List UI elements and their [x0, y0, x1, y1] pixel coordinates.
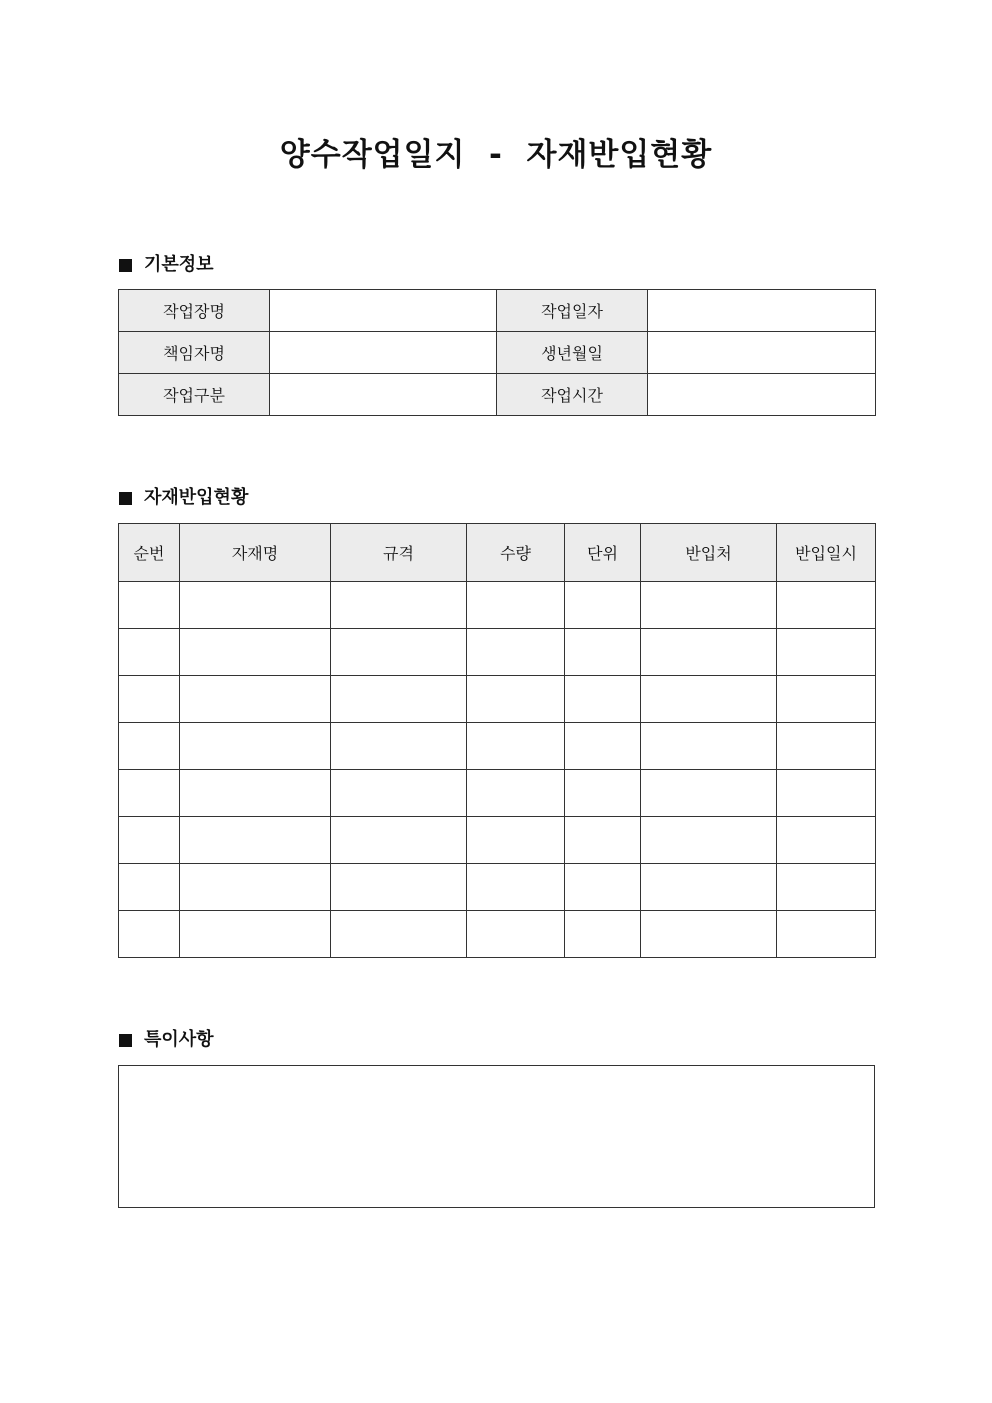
table-cell[interactable]: [467, 582, 565, 629]
basic-info-heading: [119, 253, 214, 277]
table-cell[interactable]: [641, 911, 777, 958]
table-cell[interactable]: [180, 676, 331, 723]
table-row: [119, 676, 876, 723]
table-cell[interactable]: [331, 770, 467, 817]
table-cell[interactable]: [777, 770, 876, 817]
label-work-type: 작업구분: [119, 374, 270, 416]
table-cell[interactable]: [467, 723, 565, 770]
table-cell[interactable]: [331, 629, 467, 676]
table-cell[interactable]: [467, 817, 565, 864]
table-cell[interactable]: [641, 676, 777, 723]
column-header-spec: 규격: [331, 524, 467, 582]
table-cell[interactable]: [467, 911, 565, 958]
column-header-delivery-time: 반입일시: [777, 524, 876, 582]
table-cell[interactable]: [565, 770, 641, 817]
table-row: [119, 817, 876, 864]
table-row: [119, 374, 876, 416]
table-cell[interactable]: [565, 817, 641, 864]
table-cell[interactable]: [641, 723, 777, 770]
table-cell[interactable]: [331, 817, 467, 864]
table-cell[interactable]: [180, 582, 331, 629]
remarks-heading-label: 특이사항: [144, 1029, 214, 1050]
table-cell[interactable]: [119, 723, 180, 770]
column-header-material-name: 자재명: [180, 524, 331, 582]
basic-info-heading-label: 기본정보: [144, 254, 214, 275]
table-cell[interactable]: [119, 629, 180, 676]
table-cell[interactable]: [331, 723, 467, 770]
manager-name-field[interactable]: [270, 332, 497, 374]
work-date-field[interactable]: [648, 290, 876, 332]
column-header-supplier: 반입처: [641, 524, 777, 582]
table-cell[interactable]: [565, 723, 641, 770]
table-cell[interactable]: [777, 629, 876, 676]
table-row: [119, 332, 876, 374]
table-cell[interactable]: [641, 864, 777, 911]
table-header-row: [119, 524, 876, 582]
column-header-seq: 순번: [119, 524, 180, 582]
table-cell[interactable]: [180, 723, 331, 770]
table-cell[interactable]: [641, 629, 777, 676]
table-cell[interactable]: [180, 864, 331, 911]
table-cell[interactable]: [331, 864, 467, 911]
table-cell[interactable]: [119, 770, 180, 817]
label-birth-date: 생년월일: [497, 332, 648, 374]
table-cell[interactable]: [565, 911, 641, 958]
table-cell[interactable]: [180, 817, 331, 864]
table-cell[interactable]: [467, 676, 565, 723]
table-row: [119, 629, 876, 676]
label-work-date: 작업일자: [497, 290, 648, 332]
page-title: 양수작업일지 - 자재반입현황: [279, 137, 713, 173]
column-header-quantity: 수량: [467, 524, 565, 582]
table-cell[interactable]: [119, 582, 180, 629]
table-cell[interactable]: [180, 770, 331, 817]
table-cell[interactable]: [565, 864, 641, 911]
table-cell[interactable]: [331, 676, 467, 723]
table-row: [119, 864, 876, 911]
table-cell[interactable]: [331, 911, 467, 958]
work-site-name-field[interactable]: [270, 290, 497, 332]
birth-date-field[interactable]: [648, 332, 876, 374]
table-cell[interactable]: [565, 629, 641, 676]
table-cell[interactable]: [641, 817, 777, 864]
work-time-field[interactable]: [648, 374, 876, 416]
table-cell[interactable]: [777, 817, 876, 864]
work-type-field[interactable]: [270, 374, 497, 416]
square-bullet-icon: [119, 259, 132, 272]
table-row: [119, 723, 876, 770]
table-cell[interactable]: [119, 676, 180, 723]
table-cell[interactable]: [119, 911, 180, 958]
table-cell[interactable]: [777, 676, 876, 723]
table-cell[interactable]: [565, 582, 641, 629]
table-cell[interactable]: [777, 582, 876, 629]
label-work-time: 작업시간: [497, 374, 648, 416]
table-cell[interactable]: [777, 723, 876, 770]
table-cell[interactable]: [119, 817, 180, 864]
basic-info-table: [118, 289, 876, 416]
table-cell[interactable]: [119, 864, 180, 911]
remarks-heading: [119, 1028, 214, 1052]
label-work-site-name: 작업장명: [119, 290, 270, 332]
materials-table: [118, 523, 876, 958]
square-bullet-icon: [119, 1034, 132, 1047]
table-cell[interactable]: [777, 911, 876, 958]
table-cell[interactable]: [467, 770, 565, 817]
column-header-unit: 단위: [565, 524, 641, 582]
table-cell[interactable]: [641, 582, 777, 629]
table-cell[interactable]: [641, 770, 777, 817]
square-bullet-icon: [119, 492, 132, 505]
table-cell[interactable]: [467, 629, 565, 676]
remarks-field[interactable]: [118, 1065, 875, 1208]
table-cell[interactable]: [467, 864, 565, 911]
materials-heading-label: 자재반입현황: [144, 487, 249, 508]
table-row: [119, 582, 876, 629]
materials-heading: [119, 486, 248, 510]
table-row: [119, 290, 876, 332]
table-row: [119, 770, 876, 817]
table-cell[interactable]: [331, 582, 467, 629]
table-cell[interactable]: [565, 676, 641, 723]
table-cell[interactable]: [180, 629, 331, 676]
table-cell[interactable]: [777, 864, 876, 911]
table-cell[interactable]: [180, 911, 331, 958]
label-manager-name: 책임자명: [119, 332, 270, 374]
table-row: [119, 911, 876, 958]
